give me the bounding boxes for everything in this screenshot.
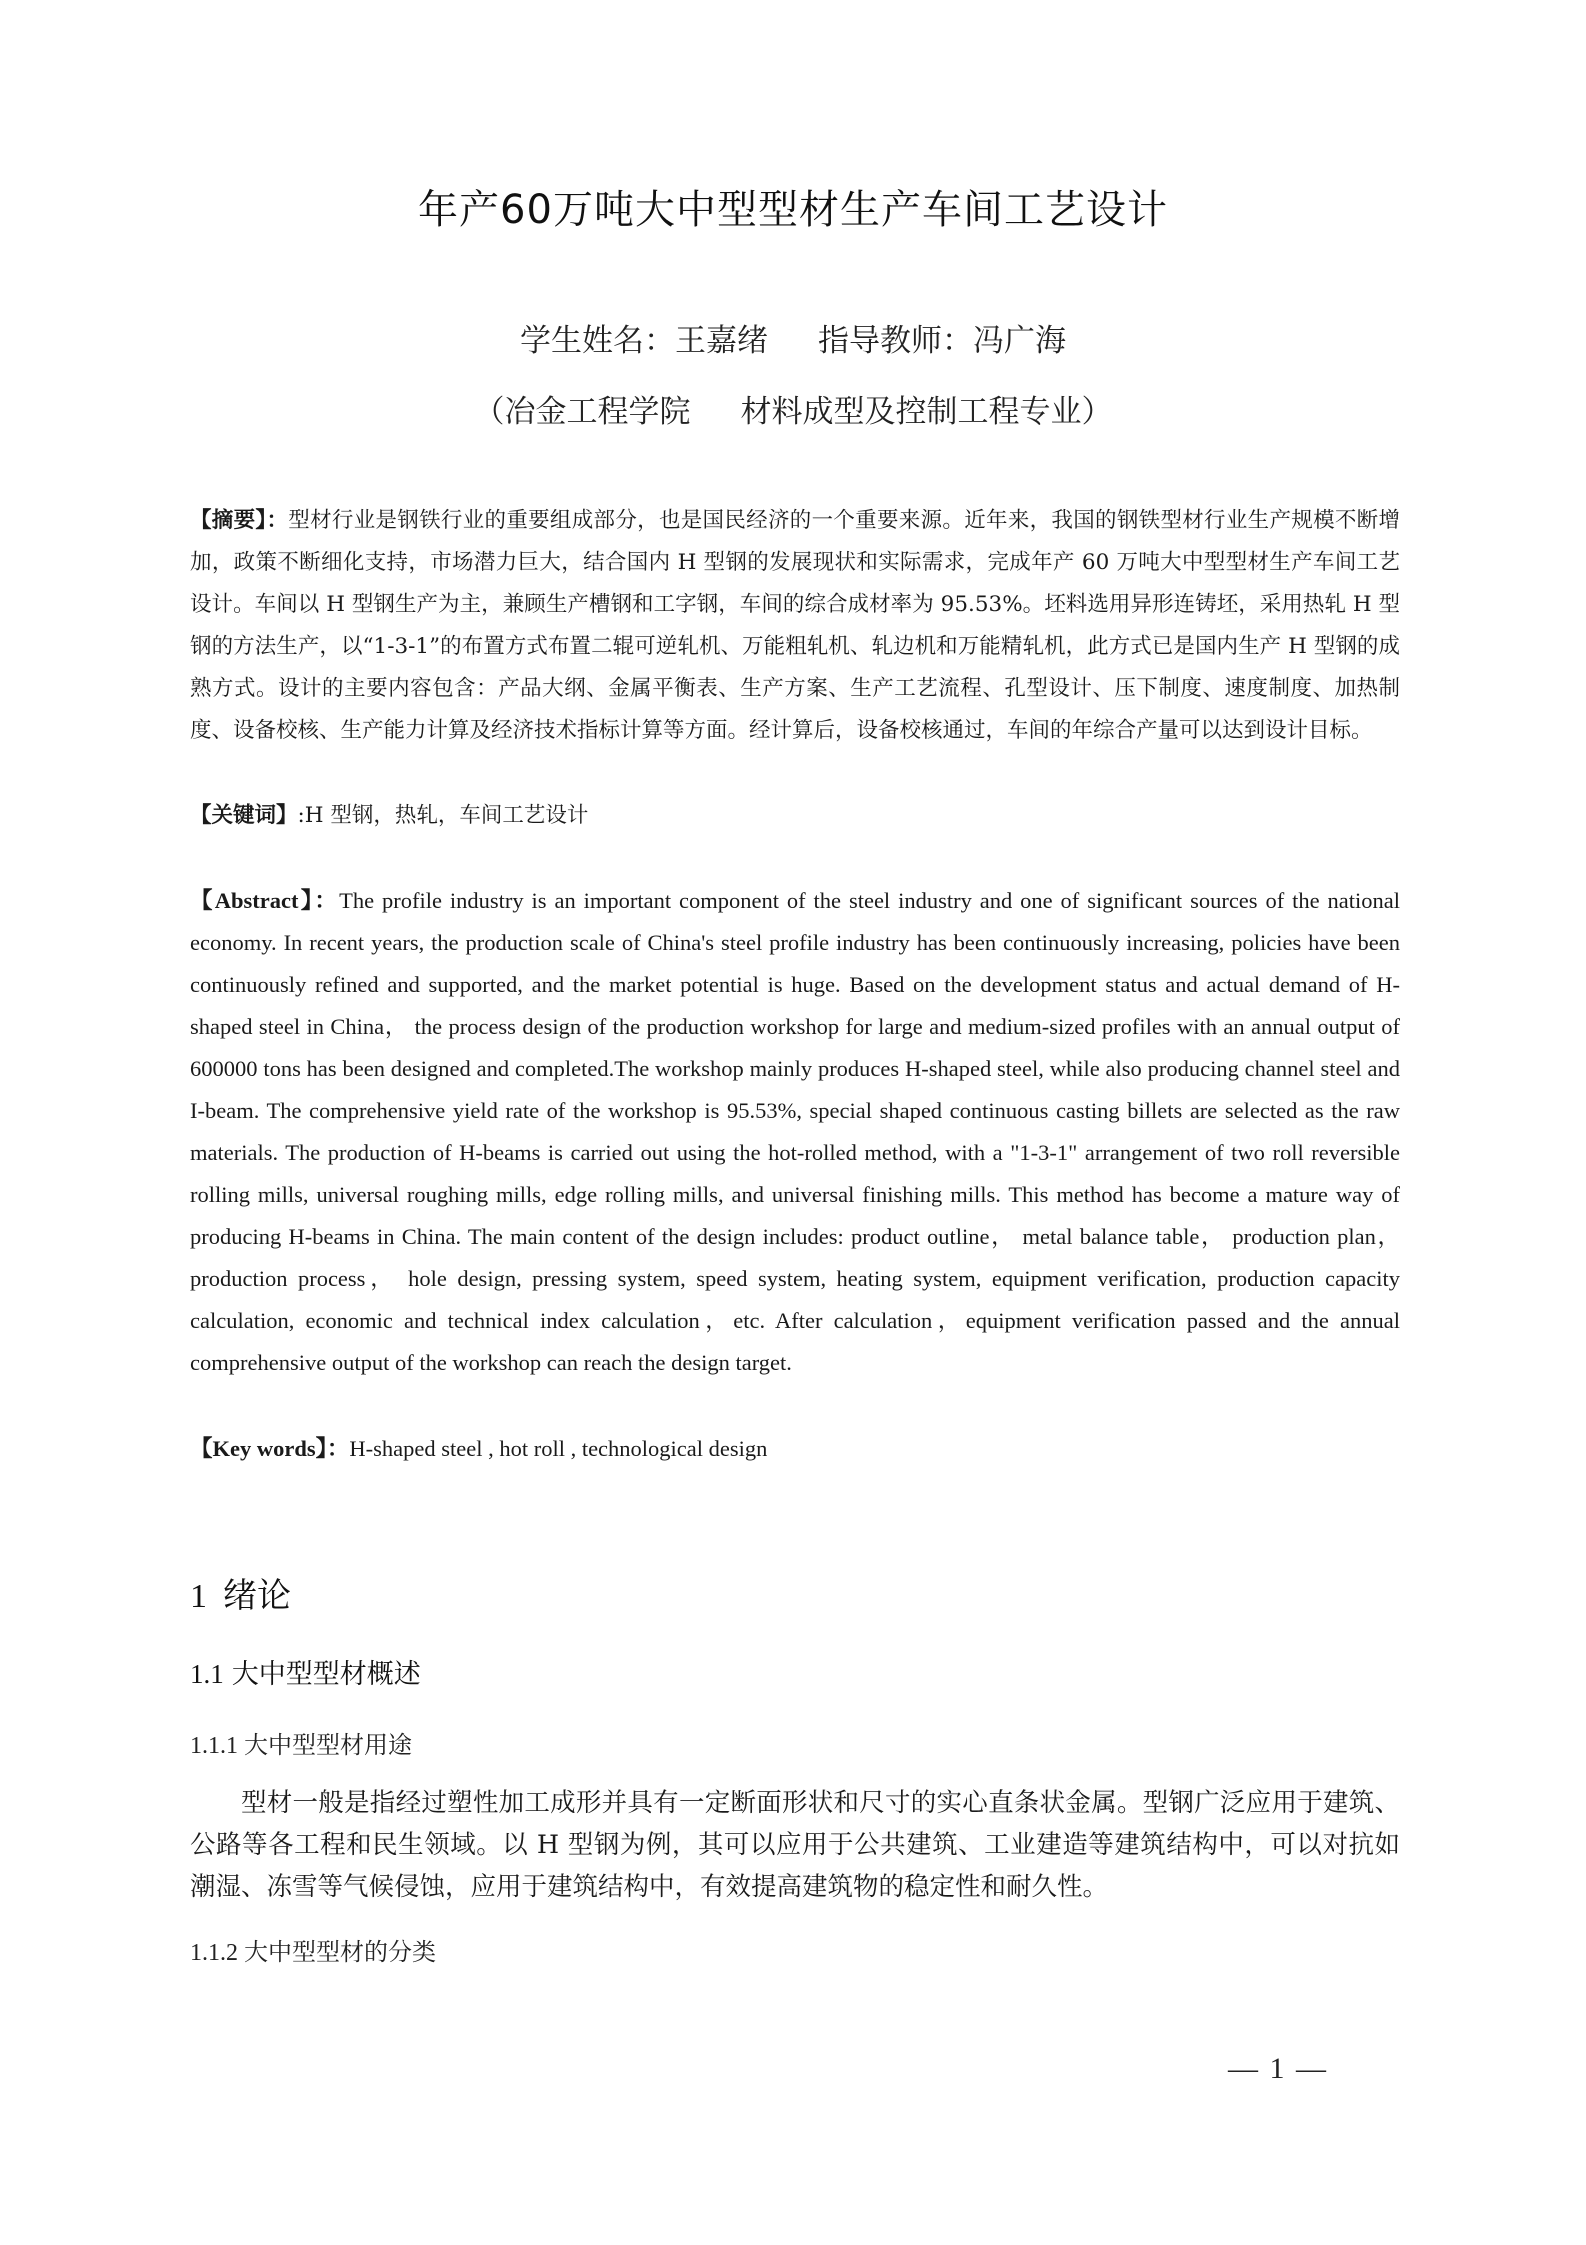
section-number: 1.1.2 [190,1940,238,1966]
author-line [0,315,1586,360]
section-heading-1-1-2 [190,1932,436,1967]
abstract-cn-text: 型材行业是钢铁行业的重要组成部分，也是国民经济的一个重要来源。近年来，我国的钢铁型材行业生产规模不断增加，政策不断细化支持，市场潜力巨大，结合国内 H 型钢的发展现状和实际需求，完成年产 60 万吨大中型型材生产车间工艺设计。车间以 H 型钢生产为主，兼顾生产槽钢和工字钢，车间的综合成材率为 95.53%。坯料选用异形连铸坯，采用热轧 H 型钢的方法生产，以“1-3-1”的布置方式布置二辊可逆轧机、万能粗轧机、轧边机和万能精轧机，此方式已是国内生产 H 型钢的成熟方式。设计的主要内容包含：产品大纲、金属平衡表、生产方案、生产工艺流程、孔型设计、压下制度、速度制度、加热制度、设备校核、生产能力计算及经济技术指标计算等方面。经计算后，设备校核通过，车间的年综合产量可以达到设计目标。 [190,508,1400,743]
page-number: — 1 — [1228,2052,1328,2085]
keywords-en-label: 【Key words】： [190,1436,350,1461]
abstract-en-label: 【Abstract】： [190,888,340,913]
abstract-cn-label: 【摘要】： [190,508,289,533]
section-title: 大中型型材的分类 [244,1938,436,1966]
keywords-cn-text: :H 型钢，热轧，车间工艺设计 [297,803,589,828]
section-heading-1-1-1 [190,1725,412,1760]
section-number: 1 [190,1578,207,1615]
abstract-english [190,880,1400,1384]
abstract-en-text: The profile industry is an important component of the steel industry and one of significant sources of the national economy. In recent years, the production scale of China's steel profile industry has been continuously increasing, policies have been continuously refined and supported, and the market potential is huge. Based on the development status and actual demand of H-shaped steel in China， the process design of the production workshop for large and medium-sized profiles with an annual output of 600000 tons has been designed and completed.The workshop mainly produces H-shaped steel, while also producing channel steel and I-beam. The comprehensive yield rate of the workshop is 95.53%, special shaped continuous casting billets are selected as the raw materials. The production of H-beams is carried out using the hot-rolled method, with a "1-3-1" arrangement of two roll reversible rolling mills, universal roughing mills, edge rolling mills, and universal finishing mills. This method has become a mature way of producing H-beams in China. The main content of the design includes: product outline， metal balance table， production plan， production process， hole design, pressing system, speed system, heating system, equipment verification, production capacity calculation, economic and technical index calculation，etc. After calculation，equipment verification passed and the annual comprehensive output of the workshop can reach the design target. [190,888,1400,1375]
section-number: 1.1 [190,1659,224,1689]
section-title: 大中型型材用途 [244,1731,412,1759]
keywords-english [190,1428,1400,1470]
keywords-chinese [190,795,1400,837]
paper-title: 年产60万吨大中型型材生产车间工艺设计 [418,187,1168,233]
major-name: 材料成型及控制工程专业） [740,394,1113,430]
section-title: 绪论 [223,1576,291,1616]
section-number: 1.1.1 [190,1733,238,1759]
affiliation-line [0,386,1586,431]
abstract-chinese [190,500,1400,752]
body-paragraph: 型材一般是指经过塑性加工成形并具有一定断面形状和尺寸的实心直条状金属。型钢广泛应用于建筑、公路等各工程和民生领域。以 H 型钢为例，其可以应用于公共建筑、工业建造等建筑结构中，可以对抗如潮湿、冻雪等气候侵蚀，应用于建筑结构中，有效提高建筑物的稳定性和耐久性。 [190,1788,1400,1902]
advisor-name: 指导教师：冯广海 [818,323,1066,359]
keywords-en-text: H-shaped steel , hot roll , technological design [349,1436,768,1461]
college-name: （冶金工程学院 [473,394,691,430]
section-heading-1-1 [190,1652,421,1691]
keywords-cn-label: 【关键词】 [190,803,298,828]
student-name: 学生姓名：王嘉绪 [520,323,768,359]
section-title: 大中型型材概述 [231,1659,421,1690]
section-heading-1 [190,1568,291,1617]
